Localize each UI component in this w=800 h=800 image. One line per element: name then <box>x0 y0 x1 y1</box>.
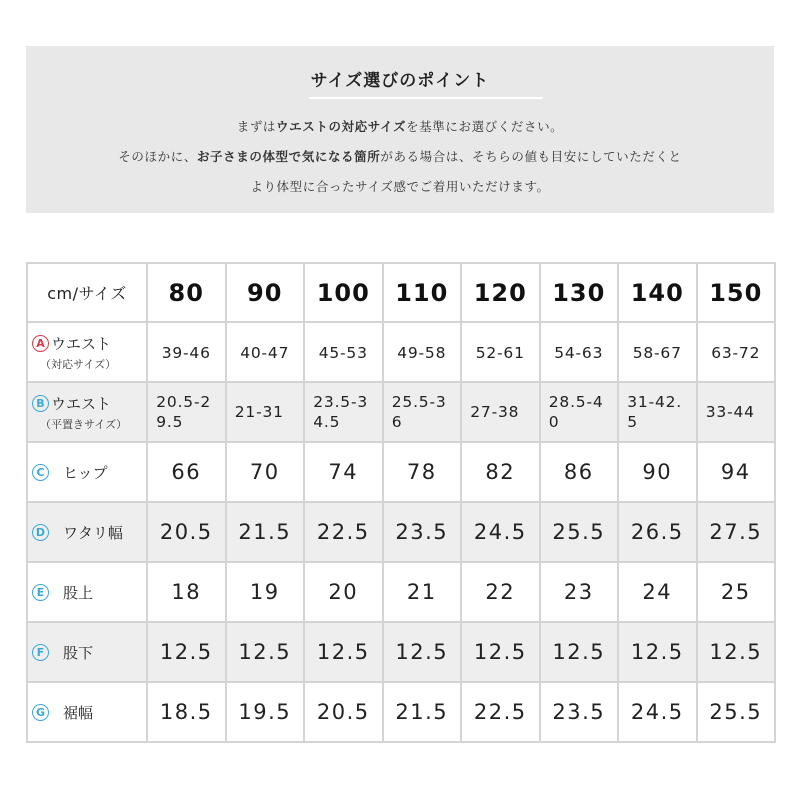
tips-text-segment: より体型に合ったサイズ感でご着用いただけます。 <box>250 179 550 194</box>
size-header-cell: 110 <box>383 263 462 322</box>
tips-title-underline <box>309 97 543 99</box>
row-label-text: ウエスト <box>51 394 112 413</box>
cell-value: 22.5 <box>316 520 370 544</box>
row-label-text: 裾幅 <box>63 703 94 722</box>
cell-value: 23.5 <box>552 700 606 724</box>
cell-value: 49-58 <box>397 343 447 362</box>
cell-value: 82 <box>485 460 516 484</box>
cell-value: 27.5 <box>709 520 763 544</box>
cell-value: 31-42.5 <box>627 393 683 431</box>
size-header-cell: 100 <box>304 263 383 322</box>
cell-value: 21-31 <box>234 403 284 421</box>
size-tips-panel <box>26 46 774 213</box>
table-row <box>27 322 775 382</box>
cell-value: 12.5 <box>238 640 292 664</box>
tips-title: サイズ選びのポイント <box>310 71 490 91</box>
cell-value: 21.5 <box>238 520 292 544</box>
table-cell <box>618 622 697 682</box>
measure-badge-icon: B <box>32 395 49 412</box>
table-cell <box>226 562 305 622</box>
cell-value: 63-72 <box>711 343 761 362</box>
table-row <box>27 382 775 442</box>
cell-value: 78 <box>406 460 437 484</box>
table-cell <box>618 382 697 442</box>
table-cell <box>226 622 305 682</box>
measure-badge-icon: D <box>32 524 49 541</box>
cell-value: 18.5 <box>159 700 213 724</box>
size-header-cell: 120 <box>461 263 540 322</box>
table-cell <box>697 382 776 442</box>
table-cell <box>226 382 305 442</box>
cell-value: 12.5 <box>630 640 684 664</box>
row-label-text: 股上 <box>63 583 94 602</box>
table-row <box>27 562 775 622</box>
row-label-cell <box>27 442 147 502</box>
table-cell <box>304 502 383 562</box>
table-cell <box>540 682 619 742</box>
table-cell <box>304 382 383 442</box>
cell-value: 18 <box>171 580 202 604</box>
table-cell <box>304 442 383 502</box>
cell-value: 22 <box>485 580 516 604</box>
table-cell <box>618 502 697 562</box>
row-label <box>32 333 146 354</box>
cell-value: 24 <box>642 580 673 604</box>
table-cell <box>618 442 697 502</box>
cell-value: 45-53 <box>318 343 368 362</box>
row-label-subtext: （対応サイズ） <box>40 357 117 371</box>
table-cell <box>383 682 462 742</box>
row-label <box>32 582 146 603</box>
table-cell <box>147 322 226 382</box>
row-label-text: 股下 <box>63 643 94 662</box>
measure-badge-icon: A <box>32 335 49 352</box>
cell-value: 12.5 <box>395 640 449 664</box>
table-cell <box>383 382 462 442</box>
cell-value: 70 <box>249 460 280 484</box>
table-cell <box>618 682 697 742</box>
table-cell <box>226 442 305 502</box>
table-cell <box>147 682 226 742</box>
table-row <box>27 442 775 502</box>
measure-badge-icon: E <box>32 584 49 601</box>
cell-value: 40-47 <box>240 343 290 362</box>
table-cell <box>304 322 383 382</box>
table-cell <box>540 442 619 502</box>
measure-badge-icon: G <box>32 704 49 721</box>
table-cell <box>461 382 540 442</box>
cell-value: 25 <box>720 580 751 604</box>
table-cell <box>540 322 619 382</box>
cell-value: 23.5 <box>395 520 449 544</box>
cell-value: 12.5 <box>316 640 370 664</box>
row-label <box>32 642 146 663</box>
row-label-cell <box>27 562 147 622</box>
cell-value: 19 <box>249 580 280 604</box>
table-cell <box>147 382 226 442</box>
table-row <box>27 682 775 742</box>
table-cell <box>304 622 383 682</box>
row-label-cell <box>27 682 147 742</box>
row-label-text: ヒップ <box>63 463 108 482</box>
row-label <box>32 393 146 414</box>
cell-value: 22.5 <box>473 700 527 724</box>
cell-value: 12.5 <box>709 640 763 664</box>
cell-value: 20.5 <box>159 520 213 544</box>
cell-value: 20.5 <box>316 700 370 724</box>
cell-value: 52-61 <box>475 343 525 362</box>
cell-value: 33-44 <box>705 403 755 421</box>
size-header-cell: 130 <box>540 263 619 322</box>
cell-value: 24.5 <box>630 700 684 724</box>
row-label-text: ウエスト <box>51 334 112 353</box>
row-label <box>32 702 146 723</box>
size-header-cell: 80 <box>147 263 226 322</box>
tips-text-segment: まずは <box>236 119 277 134</box>
header-corner-cell <box>27 263 147 322</box>
table-cell <box>697 322 776 382</box>
table-cell <box>697 682 776 742</box>
table-cell <box>383 442 462 502</box>
cell-value: 94 <box>720 460 751 484</box>
cell-value: 19.5 <box>238 700 292 724</box>
table-cell <box>461 622 540 682</box>
cell-value: 21.5 <box>395 700 449 724</box>
cell-value: 21 <box>406 580 437 604</box>
tips-text-segment: を基準にお選びください。 <box>406 119 564 134</box>
table-cell <box>226 322 305 382</box>
row-label-cell <box>27 622 147 682</box>
table-cell <box>461 562 540 622</box>
cell-value: 25.5 <box>552 520 606 544</box>
table-cell <box>304 682 383 742</box>
tips-text-segment: ウエストの対応サイズ <box>276 119 407 134</box>
table-cell <box>697 562 776 622</box>
tips-line-1 <box>26 117 774 135</box>
table-cell <box>383 502 462 562</box>
table-cell <box>226 502 305 562</box>
row-label <box>32 462 146 483</box>
table-cell <box>304 562 383 622</box>
measure-badge-icon: C <box>32 464 49 481</box>
header-row <box>27 263 775 322</box>
cell-value: 25.5-36 <box>391 393 447 431</box>
row-label-text: ワタリ幅 <box>63 523 123 542</box>
cell-value: 54-63 <box>554 343 604 362</box>
table-cell <box>697 502 776 562</box>
table-row <box>27 622 775 682</box>
cell-value: 24.5 <box>473 520 527 544</box>
cell-value: 74 <box>328 460 359 484</box>
table-cell <box>461 442 540 502</box>
tips-text-segment: お子さまの体型で気になる箇所 <box>196 149 381 164</box>
size-header-cell: 140 <box>618 263 697 322</box>
table-cell <box>383 562 462 622</box>
cell-value: 23 <box>563 580 594 604</box>
row-label-cell <box>27 322 147 382</box>
cell-value: 27-38 <box>470 403 520 421</box>
cell-value: 86 <box>563 460 594 484</box>
size-chart-table <box>26 262 776 743</box>
tips-text-segment: がある場合は、そちらの値も目安にしていただくと <box>380 149 682 164</box>
table-cell <box>618 322 697 382</box>
table-cell <box>461 502 540 562</box>
table-cell <box>461 322 540 382</box>
cell-value: 20.5-29.5 <box>156 393 212 431</box>
row-label <box>32 522 146 543</box>
cell-value: 12.5 <box>552 640 606 664</box>
table-cell <box>540 562 619 622</box>
cell-value: 20 <box>328 580 359 604</box>
measure-badge-icon: F <box>32 644 49 661</box>
table-cell <box>697 622 776 682</box>
row-label-subtext: （平置きサイズ） <box>40 417 128 431</box>
row-label-cell <box>27 502 147 562</box>
table-cell <box>147 562 226 622</box>
cell-value: 12.5 <box>473 640 527 664</box>
table-cell <box>540 382 619 442</box>
size-header-cell: 150 <box>697 263 776 322</box>
cell-value: 28.5-40 <box>548 393 604 431</box>
table-cell <box>147 442 226 502</box>
cell-value: 58-67 <box>632 343 682 362</box>
cell-value: 39-46 <box>161 343 211 362</box>
cell-value: 66 <box>171 460 202 484</box>
table-cell <box>147 622 226 682</box>
tips-line-2 <box>26 147 774 165</box>
table-cell <box>383 622 462 682</box>
cell-value: 26.5 <box>630 520 684 544</box>
cell-value: 12.5 <box>159 640 213 664</box>
table-cell <box>540 502 619 562</box>
table-cell <box>226 682 305 742</box>
size-header-cell: 90 <box>226 263 305 322</box>
table-cell <box>697 442 776 502</box>
table-cell <box>540 622 619 682</box>
table-cell <box>461 682 540 742</box>
tips-line-3 <box>26 177 774 195</box>
table-row <box>27 502 775 562</box>
tips-text-segment: そのほかに、 <box>118 149 197 164</box>
table-cell <box>147 502 226 562</box>
table-cell <box>383 322 462 382</box>
header-label: cm/サイズ <box>47 284 127 303</box>
cell-value: 90 <box>642 460 673 484</box>
row-label-cell <box>27 382 147 442</box>
table-cell <box>618 562 697 622</box>
cell-value: 23.5-34.5 <box>313 393 369 431</box>
cell-value: 25.5 <box>709 700 763 724</box>
